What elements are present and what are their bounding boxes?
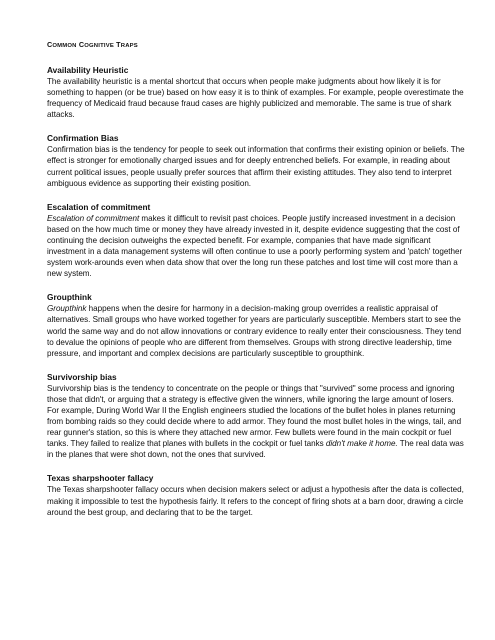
section-heading: Availability Heuristic (47, 65, 129, 75)
section-text: The availability heuristic is a mental shortcut that occurs when people make judgments about how likely it is for something to happen (or be true) based on how easy it is to think of examples. For example, people overestimate the frequency of Medicaid fraud because fraud cases are highly publicized and memorable. The same is true of shark attacks. (47, 77, 464, 120)
section (47, 372, 465, 461)
section-emphasis: didn't make it home. (325, 439, 398, 449)
section (47, 473, 465, 517)
section-term: Escalation of commitment (47, 213, 140, 223)
section-heading: Texas sharpshooter fallacy (47, 473, 154, 484)
section (47, 202, 465, 280)
section-heading: Survivorship bias (47, 371, 117, 382)
section-text-tail: The real data was in the planes that were shot down, not the ones that survived. (47, 439, 464, 460)
section (47, 133, 465, 188)
section-text: makes it difficult to revisit past choices. People justify increased investment in a decision based on the how much time or money they have already invested in it, despite evidence suggesting that the cost of continuing the decision outweighs the expected benefit. For example, companies that have made significant investment in a data management systems will often continue to use a poorly performing system and 'patch' together system work-arounds even when data show that over the long run these patches and lost time will cost more than a new system. (47, 213, 463, 279)
section-body (47, 213, 465, 280)
section (47, 292, 465, 358)
section-text: The Texas sharpshooter fallacy occurs when decision makers select or adjust a hypothesis after the data is collected, making it impossible to test the hypothesis fairly. It refers to the concept of firing shots at a barn door, drawing a circle around the best group, and declaring that to be the target. (47, 485, 464, 517)
section-body (47, 144, 465, 188)
section-heading: Confirmation Bias (47, 133, 119, 144)
section-term: Groupthink (47, 304, 87, 314)
section-heading: Groupthink (47, 292, 92, 303)
section-text: Confirmation bias is the tendency for people to seek out information that confirms their existing opinion or beliefs. The effect is stronger for emotionally charged issues and for deeply entrenched beliefs. For example, in reading about current political issues, people usually prefer sources that affirm their existing attitudes. They also tend to interpret ambiguous evidence as supporting their existing position. (47, 145, 465, 188)
sections-container (47, 65, 465, 518)
section-body (47, 303, 465, 358)
section-body (47, 383, 465, 461)
section-text: happens when the desire for harmony in a decision-making group overrides a realistic appraisal of alternatives. Small groups who have worked together for years are particularly susceptible. Members start to see the world the same way and do not allow innovations or contrary evidence to really enter their consciousness. They tend to devalue the opinions of people who are different from themselves. Groups with strong directive leadership, time pressure, and important and complex decisions are particularly susceptible to groupthink. (47, 304, 462, 358)
section-body (47, 484, 465, 517)
section (47, 65, 465, 120)
section-text: Survivorship bias is the tendency to concentrate on the people or things that "survived" some process and ignoring those that didn't, or arguing that a strategy is effective given the winners, while ignoring the large amount of losers. For example, During World War II the English engineers studied the locations of the bullet holes in planes returning from bombing raids so they could decide where to add armor. They found the most bullet holes in the wings, tail, and rear gunner's station, so this is where they attached new armor. Few bullets were found in the main cockpit or fuel tanks. They failed to realize that planes with bullets in the cockpit or fuel tanks (47, 383, 462, 449)
section-heading: Escalation of commitment (47, 201, 151, 212)
section-body (47, 76, 465, 120)
document-title: COMMON COGNITIVE TRAPS (47, 40, 138, 49)
